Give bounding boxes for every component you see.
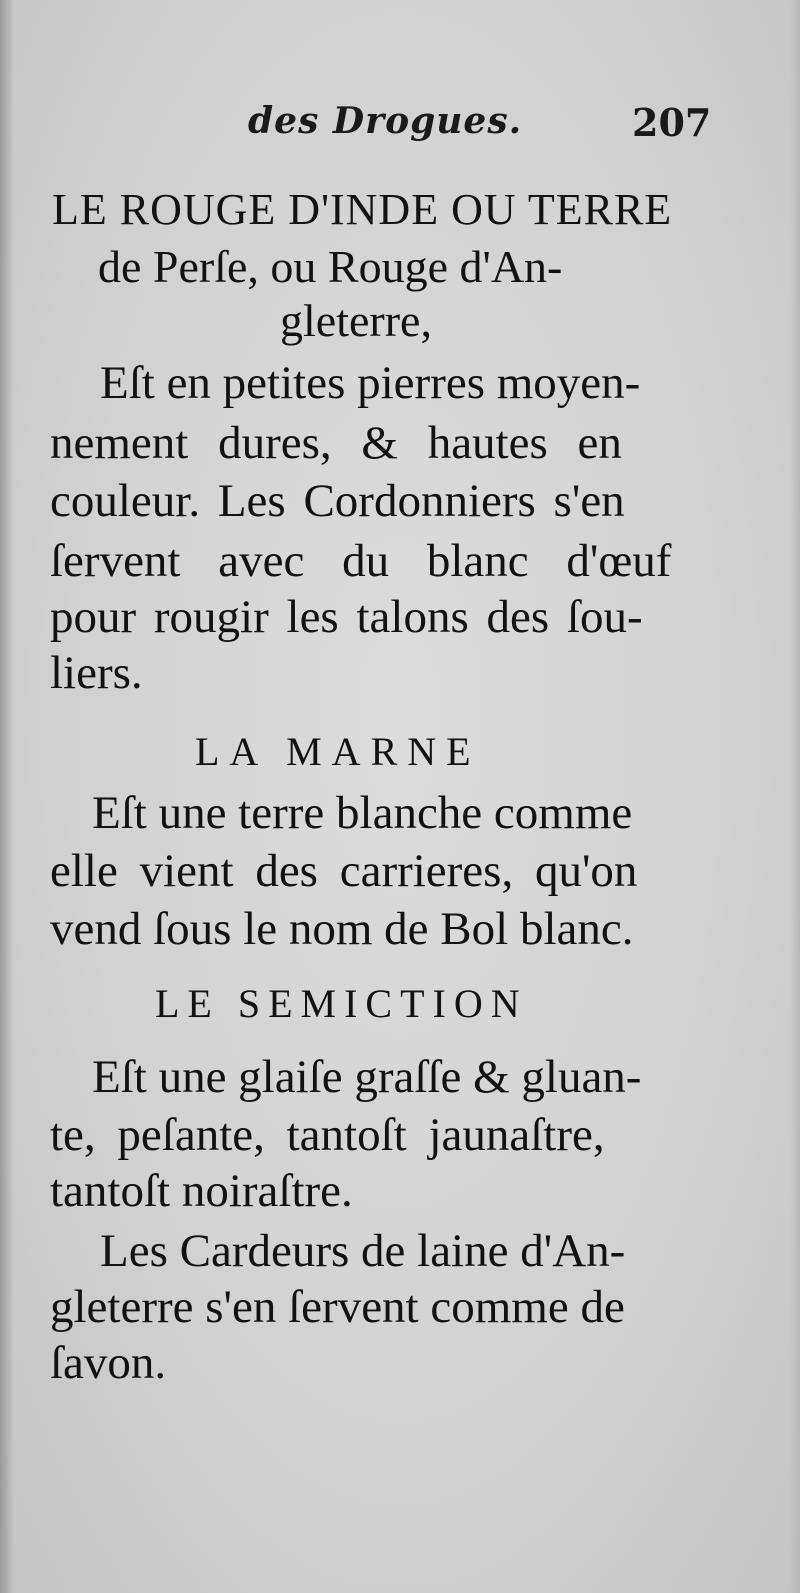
entry-rouge-text-line: pour rougir les talons des ſou- [50, 591, 643, 643]
entry-marne-text-line: elle vient des carrieres, qu'on [50, 845, 638, 897]
entry-semiction-text-line: Les Cardeurs de laine d'An- [100, 1225, 626, 1277]
page-number: 207 [632, 100, 712, 145]
entry-rouge-text-line: Eſt en petites pierres moyen- [100, 357, 641, 409]
entry-rouge-text-line: liers. [50, 647, 143, 699]
entry-semiction-text-line: gleterre s'en ſervent comme de [50, 1281, 625, 1333]
running-title: des Drogues. [248, 100, 523, 142]
page-edge-shadow-right [790, 0, 800, 1593]
entry-semiction-text-line: tantoſt noiraſtre. [50, 1165, 353, 1217]
entry-semiction-text-line: ſavon. [50, 1337, 167, 1389]
entry-marne-title: LA MARNE [195, 729, 481, 774]
entry-semiction-text-line: Eſt une glaiſe graſſe & gluan- [92, 1051, 642, 1103]
entry-semiction-title: LE SEMICTION [155, 981, 528, 1026]
entry-rouge-text-line: ſervent avec du blanc d'œuf [50, 535, 672, 587]
entry-marne-text-line: Eſt une terre blanche comme [92, 787, 633, 839]
entry-rouge-title-line-3: gleterre, [280, 295, 432, 346]
entry-rouge-title-line-1: LE ROUGE D'INDE OU TERRE [52, 185, 673, 234]
entry-rouge-title-line-2: de Perſe, ou Rouge d'An- [98, 241, 563, 292]
entry-marne-text-line: vend ſous le nom de Bol blanc. [50, 903, 634, 955]
entry-rouge-text-line: couleur. Les Cordonniers s'en [50, 475, 625, 527]
page-edge-shadow-left [0, 0, 14, 1593]
entry-semiction-text-line: te, peſante, tantoſt jaunaſtre, [50, 1109, 605, 1161]
entry-rouge-text-line: nement dures, & hautes en [50, 417, 622, 469]
